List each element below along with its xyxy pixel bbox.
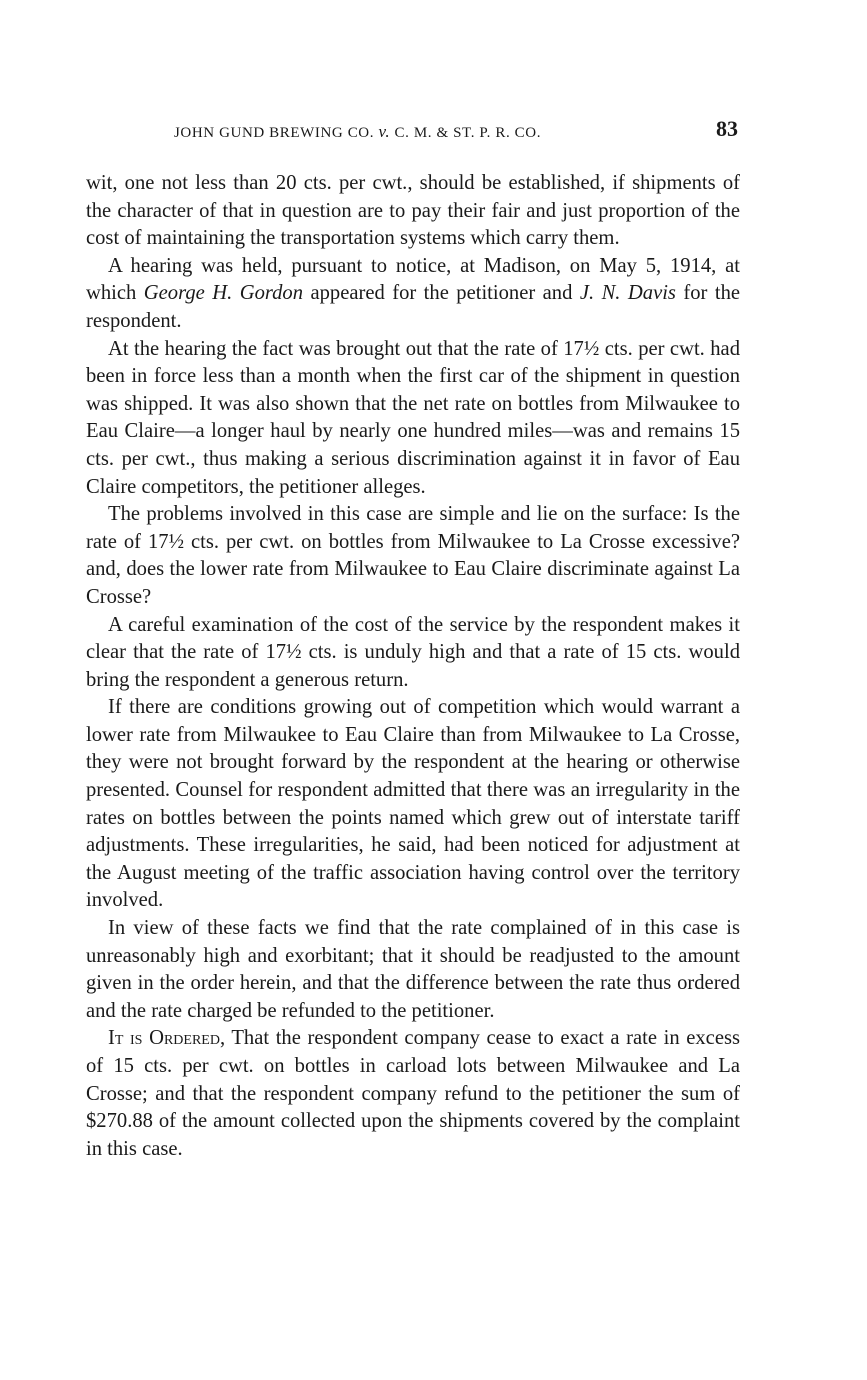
order-heading: It is Ordered, [108, 1027, 226, 1050]
paragraph [86, 915, 740, 1025]
paragraph [86, 1025, 740, 1163]
text-run: appeared for the petitioner and [303, 282, 580, 305]
running-title [174, 122, 541, 142]
running-header [86, 116, 740, 146]
paragraph [86, 501, 740, 611]
italic-name: George H. Gordon [143, 282, 304, 305]
page-number: 83 [716, 116, 738, 141]
text-run: At the hearing the fact was brought out that the rate of 17½ cts. per cwt. had been in force less than a month when the first car of the shipment in question was shipped. It was also shown that the net rate on bottles from Milwaukee to Eau Claire—a longer haul by nearly one hundred miles—was and remains 15 cts. per cwt., thus making a serious discrimination against it in favor of Eau Claire competitors, the petitioner alleges. [86, 337, 740, 498]
text-run: for the respondent. [86, 282, 741, 332]
body-text [86, 170, 740, 1163]
text-run: That the respondent company cease to exact a rate in excess of 15 cts. per cwt. on bottles in carload lots between Milwaukee and La Crosse; and that the respondent company refund to the petitioner the sum of $270.88 of the amount collected upon the shipments covered by the complaint in this case. [86, 1027, 740, 1160]
running-title-after: C. M. & ST. P. R. CO. [390, 125, 542, 141]
italic-name: J. N. Davis [579, 282, 676, 305]
text-run: In view of these facts we find that the rate complained of in this case is unreasonably high and exorbitant; that it should be readjusted to the amount given in the order herein, and that the difference between the rate thus ordered and the rate charged be refunded to the petitioner. [86, 917, 740, 1022]
text-run: A hearing was held, pursuant to notice, at Madison, on May 5, 1914, at which [86, 254, 740, 305]
text-run: If there are conditions growing out of competition which would warrant a lower rate from Milwaukee to Eau Claire than from Milwaukee to La Crosse, they were not brought forward by the respondent at the hearing or otherwise presented. Counsel for respondent admitted that there was an irregularity in the rates on bottles between the points named which grew out of interstate tariff adjustments. These irregularities, he said, had been noticed for adjustment at the August meeting of the traffic association having control over the territory involved. [86, 696, 740, 912]
text-run: wit, one not less than 20 cts. per cwt., should be established, if shipments of the character of that in question are to pay their fair and just proportion of the cost of maintaining the transportation systems which carry them. [86, 172, 740, 250]
text-run: A careful examination of the cost of the service by the respondent makes it clear that the rate of 17½ cts. is unduly high and that a rate of 15 cts. would bring the respondent a generous return. [86, 613, 740, 691]
text-run: The problems involved in this case are simple and lie on the surface: Is the rate of 17½ cts. per cwt. on bottles from Milwaukee to La Crosse excessive? and, does the lower rate from Milwaukee to Eau Claire discriminate against La Crosse? [86, 503, 740, 608]
paragraph [86, 170, 740, 253]
paragraph [86, 694, 740, 915]
paragraph [86, 612, 740, 695]
running-title-before: JOHN GUND BREWING CO. [174, 125, 379, 141]
paragraph [86, 336, 740, 502]
running-title-v: v. [378, 122, 391, 141]
paragraph [86, 253, 740, 336]
